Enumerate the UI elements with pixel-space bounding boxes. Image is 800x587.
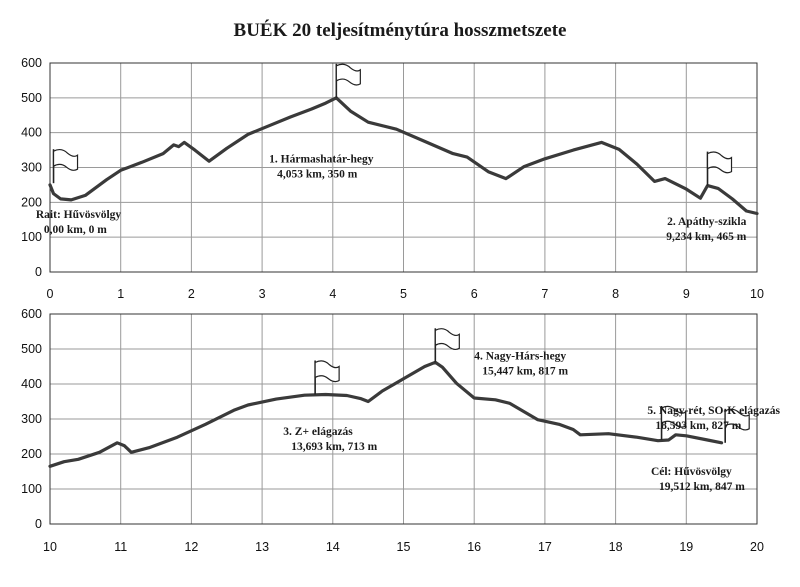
checkpoint-flag-icon bbox=[54, 149, 78, 183]
checkpoint-flag-icon bbox=[708, 152, 732, 186]
checkpoint-annotation: 5. Nagy-rét, SO-K elágazás 18,593 km, 827 m bbox=[647, 404, 780, 432]
x-tick-label: 19 bbox=[679, 540, 694, 554]
y-tick-label: 0 bbox=[35, 265, 42, 279]
y-tick-label: 400 bbox=[21, 377, 42, 391]
y-tick-label: 200 bbox=[21, 195, 42, 210]
x-tick-label: 6 bbox=[470, 287, 478, 301]
x-tick-label: 0 bbox=[46, 287, 54, 301]
y-tick-label: 300 bbox=[21, 160, 42, 175]
y-tick-label: 400 bbox=[21, 125, 42, 140]
y-tick-label: 300 bbox=[21, 412, 42, 426]
y-tick-label: 0 bbox=[35, 517, 42, 531]
x-tick-label: 14 bbox=[325, 540, 340, 554]
checkpoint-annotation: Rait: Hűvösvölgy 0,00 km, 0 m bbox=[35, 209, 122, 237]
y-tick-label: 500 bbox=[21, 342, 42, 356]
y-tick-label: 200 bbox=[21, 447, 42, 461]
x-tick-label: 13 bbox=[255, 540, 270, 554]
x-tick-label: 4 bbox=[329, 287, 337, 301]
x-tick-label: 9 bbox=[682, 287, 690, 301]
x-tick-label: 2 bbox=[187, 287, 195, 301]
x-tick-label: 11 bbox=[114, 540, 128, 554]
checkpoint-annotation: Cél: Hűvösvölgy 19,512 km, 847 m bbox=[650, 466, 745, 493]
checkpoint-annotation: 2. Apáthy-szikla 9,234 km, 465 m bbox=[666, 215, 747, 243]
y-tick-label: 600 bbox=[21, 56, 42, 70]
y-tick-label: 600 bbox=[21, 307, 42, 321]
chart-panel-1 bbox=[21, 56, 764, 301]
x-tick-label: 5 bbox=[400, 287, 407, 301]
checkpoint-flag-icon bbox=[336, 64, 360, 98]
x-tick-label: 16 bbox=[467, 540, 482, 554]
x-tick-label: 7 bbox=[541, 287, 549, 301]
y-tick-label: 100 bbox=[21, 230, 42, 245]
chart-panel-2 bbox=[21, 307, 780, 554]
x-tick-label: 15 bbox=[396, 540, 411, 554]
y-tick-label: 500 bbox=[21, 90, 42, 105]
x-tick-label: 3 bbox=[258, 287, 266, 301]
x-tick-label: 20 bbox=[750, 540, 764, 554]
y-tick-label: 100 bbox=[21, 482, 42, 496]
x-tick-label: 10 bbox=[43, 540, 57, 554]
checkpoint-flag-icon bbox=[435, 328, 459, 362]
chart-title: BUÉK 20 teljesítménytúra hosszmetszete bbox=[233, 20, 567, 41]
x-tick-label: 18 bbox=[608, 540, 623, 554]
x-tick-label: 8 bbox=[612, 287, 620, 301]
x-tick-label: 12 bbox=[184, 540, 199, 554]
elevation-line bbox=[50, 362, 722, 466]
checkpoint-annotation: 1. Hármashatár-hegy 4,053 km, 350 m bbox=[269, 153, 374, 181]
checkpoint-annotation: 4. Nagy-Hárs-hegy 15,447 km, 817 m bbox=[474, 350, 569, 378]
x-tick-label: 10 bbox=[750, 287, 764, 301]
x-tick-label: 1 bbox=[117, 287, 125, 301]
x-tick-label: 17 bbox=[537, 540, 552, 554]
checkpoint-flag-icon bbox=[315, 361, 339, 395]
checkpoint-annotation: 3. Z+ elágazás 13,693 km, 713 m bbox=[283, 425, 378, 453]
